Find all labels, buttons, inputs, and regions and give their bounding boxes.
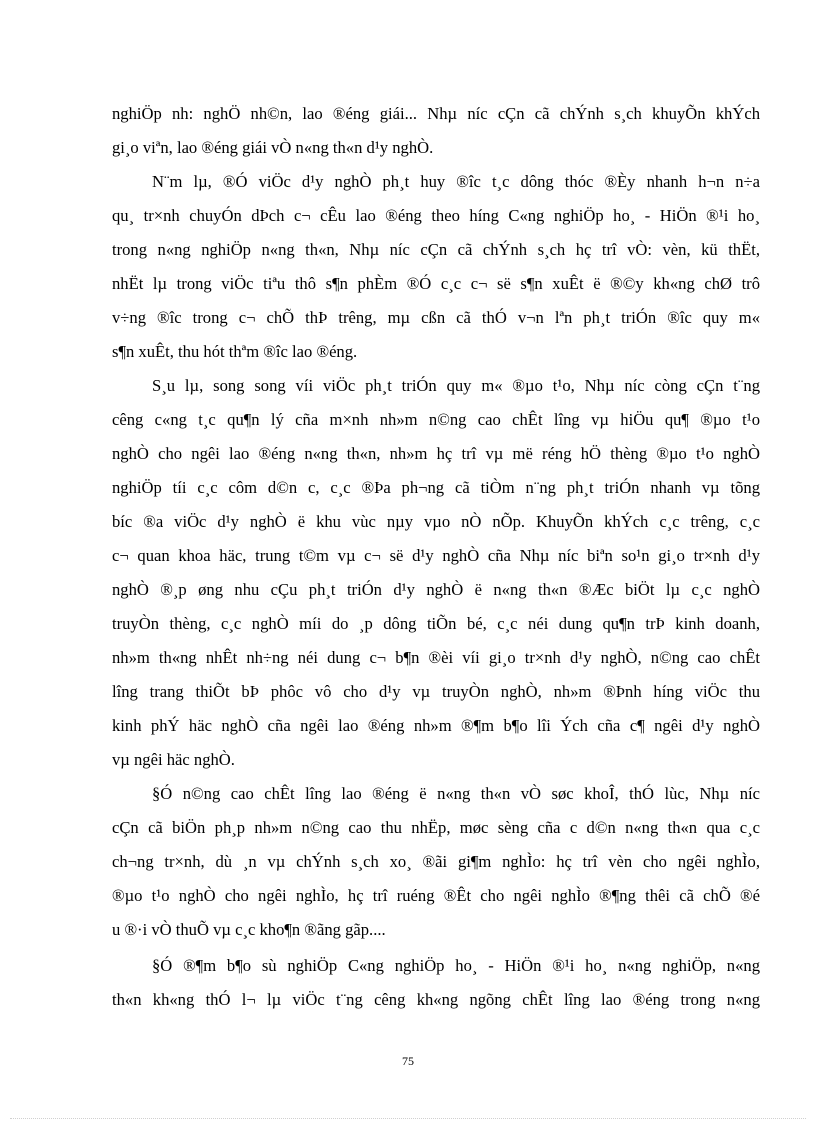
- text-line: u ®·i vÒ thuÕ vµ c¸c kho¶n ®ãng gãp....: [112, 920, 386, 939]
- text-line: nghÒ cho ngêi lao ®éng n«ng th«n, nh»m hç trî vµ më réng hÖ thèng ®µo t¹o nghÒ: [112, 444, 760, 463]
- text-line: c¬ quan khoa häc, trung t©m vµ c¬ së d¹y nghÒ cña Nhµ níc biªn so¹n gi¸o tr×nh d¹y: [112, 546, 760, 565]
- text-line: lîng trang thiÕt bÞ phôc vô cho d¹y vµ truyÒn nghÒ, nh»m ®Þnh híng viÖc thu: [112, 682, 760, 701]
- text-line: nghiÖp tíi c¸c côm d©n c, c¸c ®Þa ph¬ng cã tiÒm n¨ng ph¸t triÓn nhanh vµ tõng: [112, 478, 760, 497]
- text-line: nghiÖp nh: nghÖ nh©n, lao ®éng giái... Nhµ níc cÇn cã chÝnh s¸ch khuyÕn khÝch: [112, 104, 760, 123]
- page-bottom-divider: [10, 1118, 806, 1119]
- text-line: nghÒ ®¸p øng nhu cÇu ph¸t triÓn d¹y nghÒ ë n«ng th«n ®Æc biÖt lµ c¸c nghÒ: [112, 580, 760, 599]
- text-line: N¨m lµ, ®Ó viÖc d¹y nghÒ ph¸t huy ®îc t¸c dông thóc ®Èy nhanh h¬n n÷a: [152, 172, 760, 191]
- text-line: kinh phÝ häc nghÒ cña ngêi lao ®éng nh»m ®¶m b¶o lîi Ých cña c¶ ngêi d¹y nghÒ: [112, 716, 760, 735]
- text-line: bíc ®a viÖc d¹y nghÒ ë khu vùc nµy vµo nÒ nÕp. KhuyÕn khÝch c¸c trêng, c¸c: [112, 512, 760, 531]
- text-line: ®µo t¹o nghÒ cho ngêi nghÌo, hç trî ruéng ®Êt cho ngêi nghÌo ®¶ng thêi cã chÕ ®é: [112, 886, 760, 905]
- text-line: vµ ngêi häc nghÒ.: [112, 750, 235, 769]
- page-number: 75: [402, 1054, 414, 1068]
- text-line: truyÒn thèng, c¸c nghÒ míi do ¸p dông tiÕn bé, c¸c néi dung qu¶n trÞ kinh doanh,: [112, 614, 760, 633]
- text-line: S¸u lµ, song song víi viÖc ph¸t triÓn quy m« ®µo t¹o, Nhµ níc còng cÇn t¨ng: [152, 376, 760, 395]
- text-line: nh»m th«ng nhÊt nh÷ng néi dung c¬ b¶n ®èi víi gi¸o tr×nh d¹y nghÒ, n©ng cao chÊt: [112, 648, 760, 667]
- text-line: nhËt lµ trong viÖc tiªu thô s¶n phÈm ®Ó c¸c c¬ së s¶n xuÊt ë ®©y kh«ng chØ trô: [112, 274, 760, 293]
- text-line: v÷ng ®îc trong c¬ chÕ thÞ trêng, mµ cßn cã thÓ v¬n lªn ph¸t triÓn ®îc quy m«: [112, 308, 760, 327]
- text-line: th«n kh«ng thÓ l¬ lµ viÖc t¨ng cêng kh«ng ngõng chÊt lîng lao ®éng trong n«ng: [112, 990, 760, 1009]
- text-line: gi¸o viªn, lao ®éng giái vÒ n«ng th«n d¹y nghÒ.: [112, 138, 434, 157]
- text-line: §Ó ®¶m b¶o sù nghiÖp C«ng nghiÖp ho¸ - HiÖn ®¹i ho¸ n«ng nghiÖp, n«ng: [152, 956, 760, 975]
- text-line: qu¸ tr×nh chuyÓn dÞch c¬ cÊu lao ®éng theo híng C«ng nghiÖp ho¸ - HiÖn ®¹i ho¸: [112, 206, 760, 225]
- text-line: §Ó n©ng cao chÊt lîng lao ®éng ë n«ng th«n vÒ søc khoÎ, thÓ lùc, Nhµ níc: [152, 784, 760, 803]
- text-line: ch¬ng tr×nh, dù ¸n vµ chÝnh s¸ch xo¸ ®ãi gi¶m nghÌo: hç trî vèn cho ngêi nghÌo,: [112, 852, 760, 871]
- text-line: cÇn cã biÖn ph¸p nh»m n©ng cao thu nhËp, møc sèng cña c d©n n«ng th«n qua c¸c: [112, 818, 760, 837]
- text-line: s¶n xuÊt, thu hót thªm ®îc lao ®éng.: [112, 342, 358, 361]
- text-line: trong n«ng nghiÖp n«ng th«n, Nhµ níc cÇn cã chÝnh s¸ch hç trî vÒ: vèn, kü thËt,: [112, 240, 760, 259]
- text-line: cêng c«ng t¸c qu¶n lý cña m×nh nh»m n©ng cao chÊt lîng vµ hiÖu qu¶ ®µo t¹o: [112, 410, 760, 429]
